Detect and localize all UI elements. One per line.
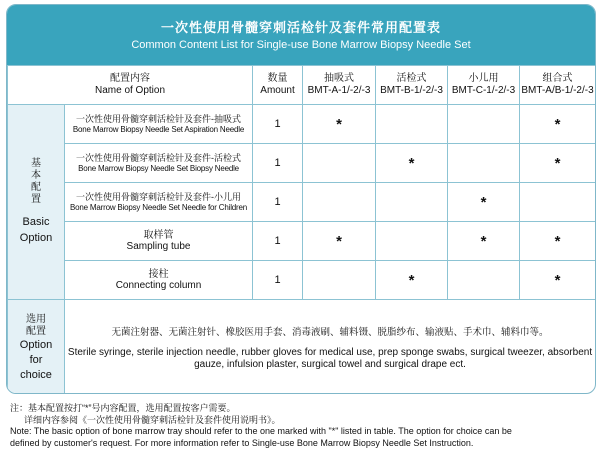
amount-cell: 1 [253,183,303,222]
basic-label-en: Basic [22,216,50,228]
table-row [8,105,596,144]
amount-cell: 1 [253,144,303,183]
note-line: Note: The basic option of bone marrow tray should refer to the one marked with "*" listed in table. The option for choice can be [10,426,512,436]
option-name-cn: 一次性使用骨髓穿刺活检针及套件-抽吸式 [76,113,241,124]
header-model-b [376,66,448,105]
choice-label-cn: 配置 [26,325,46,337]
header-model-c [448,66,520,105]
mark-cell [520,183,596,222]
amount-cell: 1 [253,105,303,144]
mark-cell [448,144,520,183]
mark-cell [376,183,448,222]
mark-cell [376,105,448,144]
option-name-cn: 一次性使用骨髓穿刺活检针及套件-活检式 [76,152,241,163]
header-amount-en: Amount [260,85,295,96]
option-name-en: Sampling tube [126,240,191,252]
config-table-card [6,4,596,394]
option-name-cn: 接柱 [148,268,169,280]
choice-items-cell [65,300,596,395]
choice-label-en: Option [19,338,53,351]
header-option-cn: 配置内容 [110,73,150,84]
option-name-cell [65,105,253,144]
mark-cell: * [520,222,596,261]
table-row [8,144,596,183]
mark-cell [376,222,448,261]
option-name-cell [65,183,253,222]
header-model-b-cn: 活检式 [396,73,427,84]
basic-label-en: Option [19,232,53,244]
header-model-a-en: BMT-A-1/-2/-3 [307,85,371,96]
note-line: defined by customer's request. For more information refer to Single-use Bone Marrow Biopsy Needle Set Instruction. [10,437,474,448]
header-model-ab-cn: 组合式 [542,73,573,84]
mark-cell [448,261,520,300]
option-name-en: Bone Marrow Biopsy Needle Set Needle for Children [70,202,247,212]
basic-option-label [8,105,65,300]
header-model-ab-en: BMT-A/B-1/-2/-3 [521,85,594,96]
basic-label-char: 置 [31,194,41,205]
mark-cell: * [448,222,520,261]
mark-cell [303,183,376,222]
basic-label-char: 基 [31,158,41,169]
footnotes [10,403,595,449]
choice-items-cn: 无菌注射器、无菌注射针、橡胶医用手套、消毒液刷、辅料镊、脱脂纱布、输液贴、手术巾、辅料巾等。 [111,326,549,338]
mark-cell: * [303,222,376,261]
title-bar [7,5,595,65]
mark-cell: * [520,261,596,300]
header-model-a-cn: 抽吸式 [324,73,355,84]
option-name-cell [65,144,253,183]
header-amount-cn: 数量 [267,73,288,84]
header-model-c-en: BMT-C-1/-2/-3 [451,85,516,96]
option-name-cn: 取样管 [143,229,174,241]
choice-option-label [8,300,65,395]
amount-cell: 1 [253,222,303,261]
option-name-cell [65,261,253,300]
choice-label-cn: 选用 [26,313,46,325]
mark-cell: * [520,144,596,183]
choice-row [8,300,596,395]
option-name-en: Bone Marrow Biopsy Needle Set Aspiration Needle [72,124,245,134]
note-line: 注：基本配置按打“*”号内容配置，选用配置按客户需要。 [10,403,236,413]
header-model-ab [520,66,596,105]
table-row [8,222,596,261]
mark-cell: * [376,261,448,300]
mark-cell [303,261,376,300]
option-name-cn: 一次性使用骨髓穿刺活检针及套件-小儿用 [76,191,241,202]
title-chinese: 一次性使用骨髓穿刺活检针及套件常用配置表 [160,21,441,36]
header-row [8,66,596,105]
basic-label-char: 配 [31,182,41,193]
header-model-a [303,66,376,105]
mark-cell [303,144,376,183]
table-row [8,261,596,300]
note-line: 详细内容参阅《一次性使用骨髓穿刺活检针及套件使用说明书》。 [24,414,281,425]
choice-label-en: for [29,353,43,366]
header-model-b-en: BMT-B-1/-2/-3 [380,85,443,96]
amount-cell: 1 [253,261,303,300]
choice-label-en: choice [20,368,52,381]
header-amount [253,66,303,105]
mark-cell: * [376,144,448,183]
configuration-table [7,65,596,394]
mark-cell: * [448,183,520,222]
basic-label-char: 本 [31,170,41,181]
table-row [8,183,596,222]
header-option [8,66,253,105]
choice-items-en: Sterile syringe, sterile injection needle, rubber gloves for medical use, prep sponge swabs, surgical tweezer, absorbent gauze, infulsion plaster, surgical towel and surgical drape ect. [67,346,593,370]
mark-cell [448,105,520,144]
mark-cell: * [520,105,596,144]
mark-cell: * [303,105,376,144]
option-name-en: Bone Marrow Biopsy Needle Set Biopsy Needle [78,163,239,173]
option-name-cell [65,222,253,261]
header-option-en: Name of Option [94,85,166,96]
title-english: Common Content List for Single-use Bone Marrow Biopsy Needle Set [131,39,471,51]
option-name-en: Connecting column [115,279,202,291]
header-model-c-cn: 小儿用 [468,73,499,84]
